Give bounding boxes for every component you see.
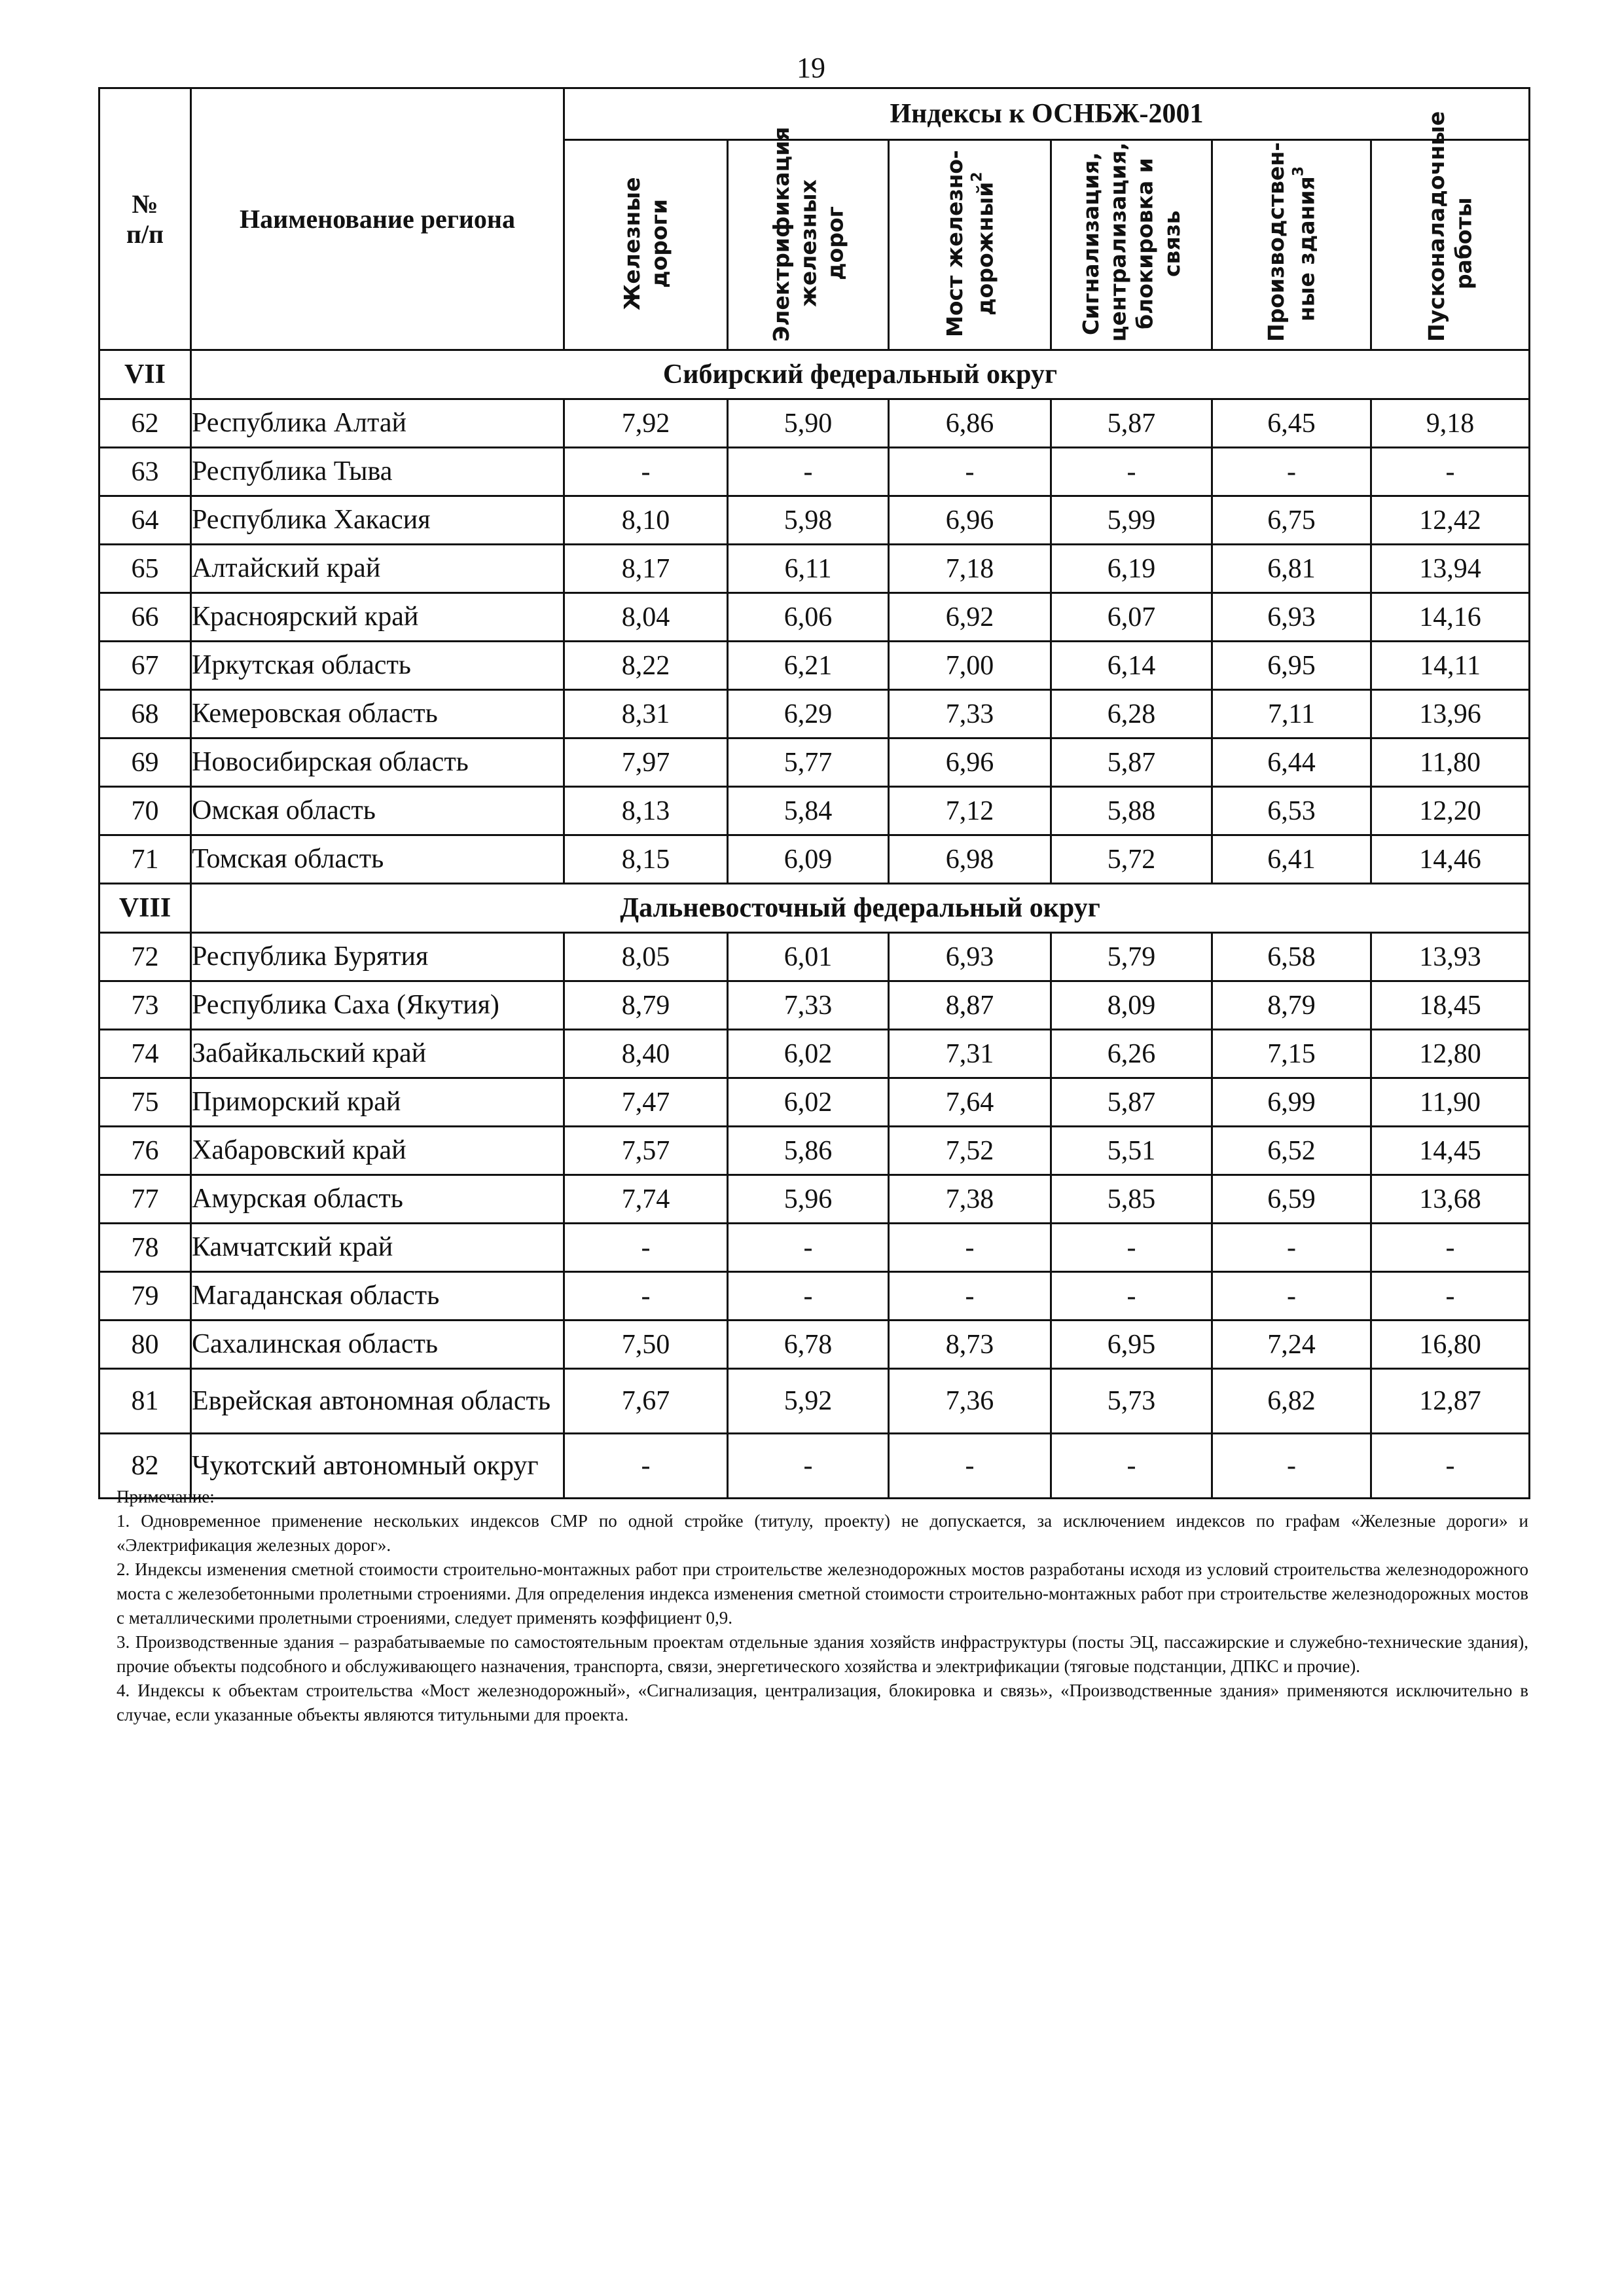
index-value: 5,98 xyxy=(728,496,889,545)
row-number: 71 xyxy=(99,835,191,884)
index-value: 6,93 xyxy=(1212,593,1371,642)
index-value: - xyxy=(564,448,728,496)
index-value: 7,00 xyxy=(889,642,1051,690)
index-value: 6,19 xyxy=(1051,545,1212,593)
district-numeral: VII xyxy=(99,350,191,399)
index-value: 7,12 xyxy=(889,787,1051,835)
index-value: 5,87 xyxy=(1051,399,1212,448)
region-name: Амурская область xyxy=(191,1175,564,1224)
region-name: Республика Хакасия xyxy=(191,496,564,545)
table-row xyxy=(99,1272,1530,1321)
index-value: 6,95 xyxy=(1051,1321,1212,1369)
index-value: 11,80 xyxy=(1371,738,1530,787)
column-header-label: Железные дороги xyxy=(619,176,672,310)
index-value: - xyxy=(1371,1434,1530,1499)
index-value: 6,59 xyxy=(1212,1175,1371,1224)
table-row xyxy=(99,399,1530,448)
column-header-label: Мост железно-дорожный xyxy=(941,149,998,337)
index-value: 6,52 xyxy=(1212,1127,1371,1175)
index-value: - xyxy=(564,1272,728,1321)
region-name: Омская область xyxy=(191,787,564,835)
index-value: 14,16 xyxy=(1371,593,1530,642)
row-number: 75 xyxy=(99,1078,191,1127)
index-value: 6,93 xyxy=(889,933,1051,981)
index-value: - xyxy=(1212,448,1371,496)
row-number: 81 xyxy=(99,1369,191,1434)
row-number: 77 xyxy=(99,1175,191,1224)
index-value: 5,90 xyxy=(728,399,889,448)
column-header-text xyxy=(1077,141,1185,342)
column-header-5 xyxy=(1212,140,1371,350)
table-row xyxy=(99,981,1530,1030)
index-value: 8,87 xyxy=(889,981,1051,1030)
index-value: 5,99 xyxy=(1051,496,1212,545)
column-header-footnote: 2 xyxy=(969,171,985,182)
column-header-6 xyxy=(1371,111,1530,350)
index-value: 6,21 xyxy=(728,642,889,690)
row-number: 73 xyxy=(99,981,191,1030)
index-value: 5,79 xyxy=(1051,933,1212,981)
row-number: 80 xyxy=(99,1321,191,1369)
index-value: 6,44 xyxy=(1212,738,1371,787)
index-value: 7,52 xyxy=(889,1127,1051,1175)
index-value: 7,50 xyxy=(564,1321,728,1369)
column-header-text xyxy=(1423,111,1477,342)
region-name: Красноярский край xyxy=(191,593,564,642)
index-value: - xyxy=(889,448,1051,496)
index-value: 5,92 xyxy=(728,1369,889,1434)
index-value: 6,99 xyxy=(1212,1078,1371,1127)
index-value: 12,20 xyxy=(1371,787,1530,835)
index-value: 12,80 xyxy=(1371,1030,1530,1078)
region-name: Республика Бурятия xyxy=(191,933,564,981)
row-number: 68 xyxy=(99,690,191,738)
column-header-2 xyxy=(728,126,889,350)
row-number: 64 xyxy=(99,496,191,545)
index-value: 5,86 xyxy=(728,1127,889,1175)
region-name: Приморский край xyxy=(191,1078,564,1127)
index-value: - xyxy=(889,1272,1051,1321)
column-header-label: Производствен-ные здания xyxy=(1263,141,1320,342)
row-number: 69 xyxy=(99,738,191,787)
index-value: 6,41 xyxy=(1212,835,1371,884)
index-value: 7,97 xyxy=(564,738,728,787)
index-value: 7,36 xyxy=(889,1369,1051,1434)
region-name: Республика Тыва xyxy=(191,448,564,496)
table-row xyxy=(99,545,1530,593)
notes-title: Примечание: xyxy=(117,1487,215,1506)
note-item: 2. Индексы изменения сметной стоимости строительно-монтажных работ при строительстве железнодорожных мостов разработаны исходя из условий строительства железнодорожного моста с железобетонными пролетными строениями. Для определения индекса изменения сметной стоимости строительно-монтажных работ при строительстве железнодорожных мостов с металлическими пролетными строениями, следует применять коэффициент 0,9. xyxy=(117,1559,1528,1628)
index-value: 14,45 xyxy=(1371,1127,1530,1175)
index-value: 6,86 xyxy=(889,399,1051,448)
index-value: 13,94 xyxy=(1371,545,1530,593)
index-value: 8,09 xyxy=(1051,981,1212,1030)
index-value: 12,87 xyxy=(1371,1369,1530,1434)
index-value: 8,79 xyxy=(1212,981,1371,1030)
index-value: 8,05 xyxy=(564,933,728,981)
region-name: Сахалинская область xyxy=(191,1321,564,1369)
region-name: Новосибирская область xyxy=(191,738,564,787)
index-value: 7,33 xyxy=(889,690,1051,738)
index-value: 13,68 xyxy=(1371,1175,1530,1224)
column-header-text xyxy=(941,145,999,342)
column-header-4 xyxy=(1051,140,1212,350)
index-value: 16,80 xyxy=(1371,1321,1530,1369)
table-header xyxy=(99,88,1530,350)
index-value: 6,09 xyxy=(728,835,889,884)
index-value: 7,64 xyxy=(889,1078,1051,1127)
index-value: 8,13 xyxy=(564,787,728,835)
index-value: - xyxy=(1212,1224,1371,1272)
row-number: 66 xyxy=(99,593,191,642)
column-header-label: Пусконаладочные работы xyxy=(1424,111,1477,342)
notes xyxy=(117,1485,1528,1727)
table-row xyxy=(99,738,1530,787)
index-value: - xyxy=(1212,1272,1371,1321)
index-value: 5,96 xyxy=(728,1175,889,1224)
index-value: 18,45 xyxy=(1371,981,1530,1030)
note-item: 1. Одновременное применение нескольких индексов СМР по одной стройке (титулу, проекту) не допускается, за исключением индексов по графам «Железные дороги» и «Электрификация железных дорог». xyxy=(117,1511,1528,1555)
row-number: 79 xyxy=(99,1272,191,1321)
row-number: 82 xyxy=(99,1434,191,1499)
column-header-text xyxy=(1263,141,1320,342)
district-row xyxy=(99,350,1530,399)
index-value: - xyxy=(564,1224,728,1272)
index-value: 6,29 xyxy=(728,690,889,738)
table-row xyxy=(99,933,1530,981)
region-name: Магаданская область xyxy=(191,1272,564,1321)
region-name: Чукотский автономный округ xyxy=(191,1434,564,1499)
table-row xyxy=(99,690,1530,738)
index-value: 5,51 xyxy=(1051,1127,1212,1175)
region-name: Республика Алтай xyxy=(191,399,564,448)
row-number: 74 xyxy=(99,1030,191,1078)
index-value: 8,15 xyxy=(564,835,728,884)
index-value: 6,96 xyxy=(889,496,1051,545)
index-value: 6,98 xyxy=(889,835,1051,884)
region-name: Забайкальский край xyxy=(191,1030,564,1078)
index-value: - xyxy=(1371,1224,1530,1272)
index-value: 8,17 xyxy=(564,545,728,593)
index-value: 8,73 xyxy=(889,1321,1051,1369)
num-column-label: № п/п xyxy=(126,189,164,249)
table-row xyxy=(99,1321,1530,1369)
column-header-label: Электрификация железных дорог xyxy=(768,126,848,342)
index-value: - xyxy=(728,1272,889,1321)
index-value: 6,06 xyxy=(728,593,889,642)
table-body xyxy=(99,350,1530,1499)
row-number: 63 xyxy=(99,448,191,496)
table-row xyxy=(99,787,1530,835)
row-number: 76 xyxy=(99,1127,191,1175)
index-value: 14,11 xyxy=(1371,642,1530,690)
index-value: 11,90 xyxy=(1371,1078,1530,1127)
district-numeral: VIII xyxy=(99,884,191,933)
index-value: - xyxy=(889,1224,1051,1272)
indices-group-header xyxy=(564,88,1530,140)
index-value: 6,96 xyxy=(889,738,1051,787)
index-value: 9,18 xyxy=(1371,399,1530,448)
index-value: 5,84 xyxy=(728,787,889,835)
index-value: - xyxy=(1371,1272,1530,1321)
index-value: 7,31 xyxy=(889,1030,1051,1078)
region-name: Томская область xyxy=(191,835,564,884)
column-header-footnote: 3 xyxy=(1290,165,1307,176)
table-row xyxy=(99,1175,1530,1224)
name-column-label: Наименование региона xyxy=(240,204,515,234)
index-value: - xyxy=(728,448,889,496)
column-header-3 xyxy=(889,140,1051,350)
num-column-header xyxy=(99,88,191,350)
table-row xyxy=(99,496,1530,545)
index-value: - xyxy=(1051,448,1212,496)
index-value: 6,53 xyxy=(1212,787,1371,835)
table-row xyxy=(99,1127,1530,1175)
district-title: Дальневосточный федеральный округ xyxy=(191,884,1530,933)
notes-list xyxy=(117,1509,1528,1727)
table-row xyxy=(99,642,1530,690)
index-value: 6,58 xyxy=(1212,933,1371,981)
index-value: 5,88 xyxy=(1051,787,1212,835)
index-value: 5,87 xyxy=(1051,738,1212,787)
index-value: 6,75 xyxy=(1212,496,1371,545)
index-value: 8,31 xyxy=(564,690,728,738)
index-value: 6,92 xyxy=(889,593,1051,642)
region-name: Кемеровская область xyxy=(191,690,564,738)
table-row xyxy=(99,448,1530,496)
index-value: 8,04 xyxy=(564,593,728,642)
table-row xyxy=(99,1030,1530,1078)
index-value: 7,47 xyxy=(564,1078,728,1127)
index-value: 8,22 xyxy=(564,642,728,690)
index-value: 7,11 xyxy=(1212,690,1371,738)
row-number: 62 xyxy=(99,399,191,448)
district-row xyxy=(99,884,1530,933)
note-item: 4. Индексы к объектам строительства «Мост железнодорожный», «Сигнализация, централизация, блокировка и связь», «Производственные здания» применяются исключительно в случае, если указанные объекты являются титульными для проекта. xyxy=(117,1681,1528,1724)
index-value: - xyxy=(564,1434,728,1499)
index-value: 6,14 xyxy=(1051,642,1212,690)
row-number: 65 xyxy=(99,545,191,593)
index-value: 7,15 xyxy=(1212,1030,1371,1078)
index-value: 7,57 xyxy=(564,1127,728,1175)
index-value: - xyxy=(1051,1434,1212,1499)
index-value: - xyxy=(1371,448,1530,496)
column-header-text xyxy=(768,126,849,342)
region-name: Хабаровский край xyxy=(191,1127,564,1175)
indices-table xyxy=(98,87,1530,1499)
index-value: 14,46 xyxy=(1371,835,1530,884)
index-value: 6,02 xyxy=(728,1078,889,1127)
index-value: 7,33 xyxy=(728,981,889,1030)
row-number: 78 xyxy=(99,1224,191,1272)
region-name: Еврейская автономная область xyxy=(191,1369,564,1434)
index-value: 5,72 xyxy=(1051,835,1212,884)
table-row xyxy=(99,1078,1530,1127)
column-header-label: Сигнализация, централизация, блокировка и связь xyxy=(1078,141,1185,342)
column-header-text xyxy=(619,145,673,342)
region-name: Камчатский край xyxy=(191,1224,564,1272)
table-row xyxy=(99,835,1530,884)
index-value: 7,38 xyxy=(889,1175,1051,1224)
index-value: 5,87 xyxy=(1051,1078,1212,1127)
index-value: 7,18 xyxy=(889,545,1051,593)
index-value: - xyxy=(728,1434,889,1499)
index-value: - xyxy=(889,1434,1051,1499)
district-title: Сибирский федеральный округ xyxy=(191,350,1530,399)
region-name: Алтайский край xyxy=(191,545,564,593)
index-value: 12,42 xyxy=(1371,496,1530,545)
index-value: 6,82 xyxy=(1212,1369,1371,1434)
index-value: 5,73 xyxy=(1051,1369,1212,1434)
index-value: - xyxy=(728,1224,889,1272)
index-value: - xyxy=(1051,1272,1212,1321)
index-value: 6,11 xyxy=(728,545,889,593)
indices-group-label: Индексы к ОСНБЖ-2001 xyxy=(890,99,1204,129)
column-header-1 xyxy=(564,140,728,350)
index-value: 6,95 xyxy=(1212,642,1371,690)
name-column-header xyxy=(191,88,564,350)
row-number: 70 xyxy=(99,787,191,835)
table-row xyxy=(99,1224,1530,1272)
index-value: 7,74 xyxy=(564,1175,728,1224)
note-item: 3. Производственные здания – разрабатываемые по самостоятельным проектам отдельные здания хозяйств инфраструктуры (посты ЭЦ, пассажирские и служебно-технические здания), прочие объекты подсобного и обслуживающего назначения, транспорта, связи, энергетического хозяйства и электрификации (тяговые подстанции, ДПКС и прочие). xyxy=(117,1632,1528,1676)
index-value: 6,78 xyxy=(728,1321,889,1369)
index-value: - xyxy=(1051,1224,1212,1272)
index-value: 6,28 xyxy=(1051,690,1212,738)
index-value: 6,01 xyxy=(728,933,889,981)
index-value: 5,85 xyxy=(1051,1175,1212,1224)
index-value: 6,07 xyxy=(1051,593,1212,642)
row-number: 67 xyxy=(99,642,191,690)
region-name: Иркутская область xyxy=(191,642,564,690)
index-value: 8,79 xyxy=(564,981,728,1030)
index-value: 7,67 xyxy=(564,1369,728,1434)
table-row xyxy=(99,593,1530,642)
index-value: 8,10 xyxy=(564,496,728,545)
index-value: 7,92 xyxy=(564,399,728,448)
index-value: 8,40 xyxy=(564,1030,728,1078)
row-number: 72 xyxy=(99,933,191,981)
page-number: 19 xyxy=(797,52,825,84)
index-value: - xyxy=(1212,1434,1371,1499)
index-value: 13,96 xyxy=(1371,690,1530,738)
table-row xyxy=(99,1369,1530,1434)
index-value: 6,26 xyxy=(1051,1030,1212,1078)
region-name: Республика Саха (Якутия) xyxy=(191,981,564,1030)
index-value: 6,81 xyxy=(1212,545,1371,593)
index-value: 6,45 xyxy=(1212,399,1371,448)
index-value: 13,93 xyxy=(1371,933,1530,981)
index-value: 7,24 xyxy=(1212,1321,1371,1369)
index-value: 6,02 xyxy=(728,1030,889,1078)
index-value: 5,77 xyxy=(728,738,889,787)
